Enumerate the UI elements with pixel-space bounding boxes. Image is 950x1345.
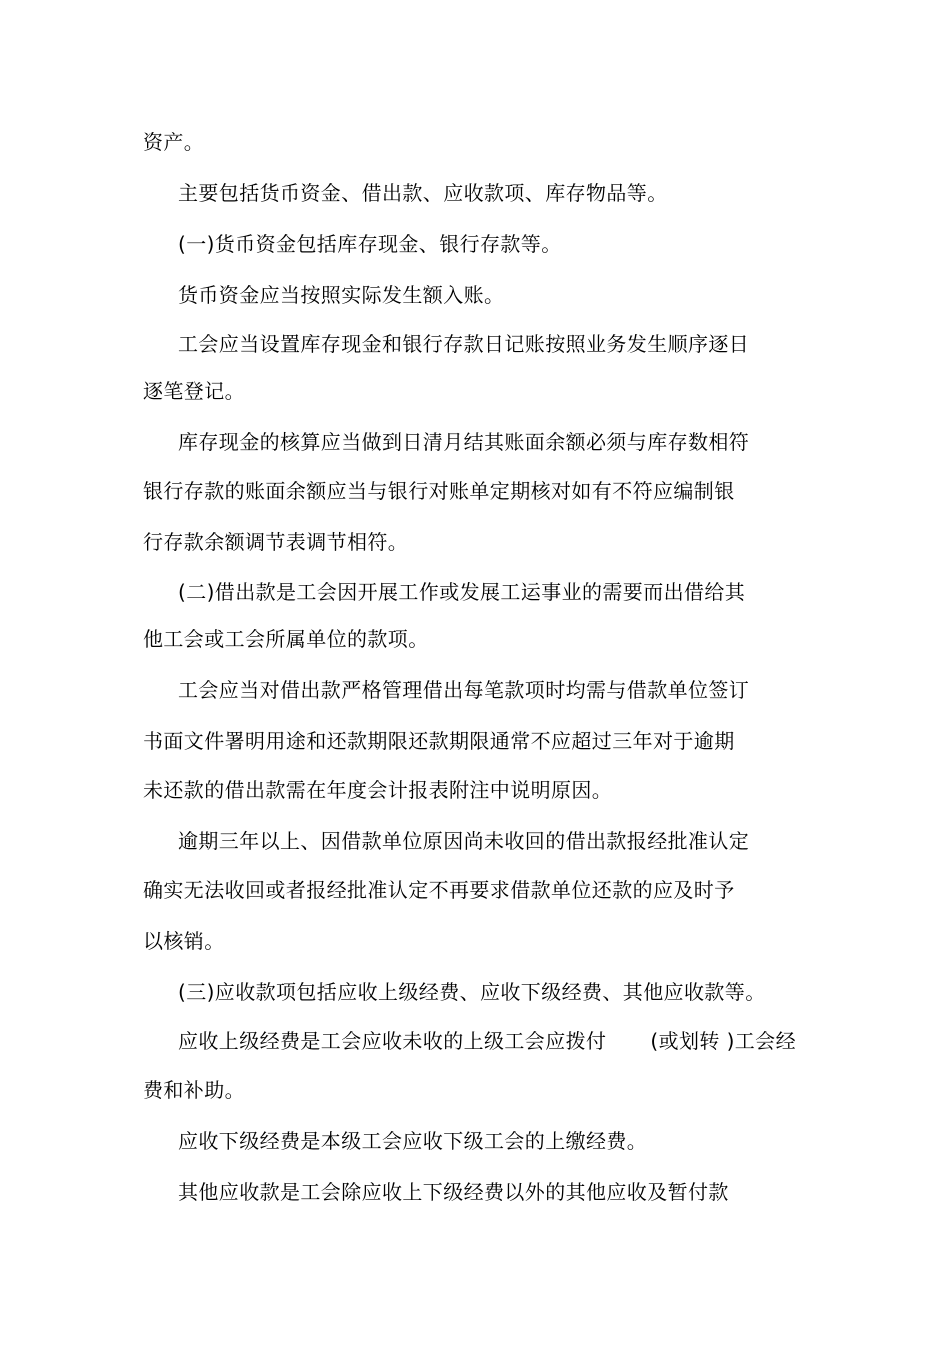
text-line-8: 银行存款的账面余额应当与银行对账单定期核对如有不符应编制银 [143, 479, 735, 503]
text-line-4: 货币资金应当按照实际发生额入账。 [178, 283, 505, 307]
text-line-21: 应收下级经费是本级工会应收下级工会的上缴经费。 [178, 1129, 648, 1153]
text-line-7: 库存现金的核算应当做到日清月结其账面余额必须与库存数相符 [178, 430, 750, 454]
text-line-16: 确实无法收回或者报经批准认定不再要求借款单位还款的应及时予 [143, 878, 735, 902]
text-line-10: (二)借出款是工会因开展工作或发展工运事业的需要而出借给其 [178, 580, 746, 604]
text-line-20: 费和补助。 [143, 1078, 245, 1102]
text-line-18: (三)应收款项包括应收上级经费、应收下级经费、其他应收款等。 [178, 980, 766, 1004]
text-line-9: 行存款余额调节表调节相符。 [143, 530, 409, 554]
text-line-2: 主要包括货币资金、借出款、应收款项、库存物品等。 [178, 181, 668, 205]
text-line-3: (一)货币资金包括库存现金、银行存款等。 [178, 232, 562, 256]
text-line-19 [178, 1029, 796, 1053]
text-line-17: 以核销。 [143, 929, 225, 953]
text-line-19-part-1: 应收上级经费是工会应收未收的上级工会应拨付 [178, 1029, 607, 1053]
text-line-13: 书面文件署明用途和还款期限还款期限通常不应超过三年对于逾期 [143, 729, 735, 753]
text-line-1: 资产。 [143, 130, 205, 154]
text-line-6: 逐笔登记。 [143, 379, 245, 403]
text-line-5: 工会应当设置库存现金和银行存款日记账按照业务发生顺序逐日 [178, 332, 750, 356]
text-line-19-part-2: (或划转 )工会经 [650, 1029, 796, 1053]
text-line-11: 他工会或工会所属单位的款项。 [143, 627, 429, 651]
text-line-22: 其他应收款是工会除应收上下级经费以外的其他应收及暂付款 [178, 1180, 729, 1204]
text-line-15: 逾期三年以上、因借款单位原因尚未收回的借出款报经批准认定 [178, 829, 750, 853]
text-line-14: 未还款的借出款需在年度会计报表附注中说明原因。 [143, 778, 613, 802]
text-line-12: 工会应当对借出款严格管理借出每笔款项时均需与借款单位签订 [178, 678, 750, 702]
